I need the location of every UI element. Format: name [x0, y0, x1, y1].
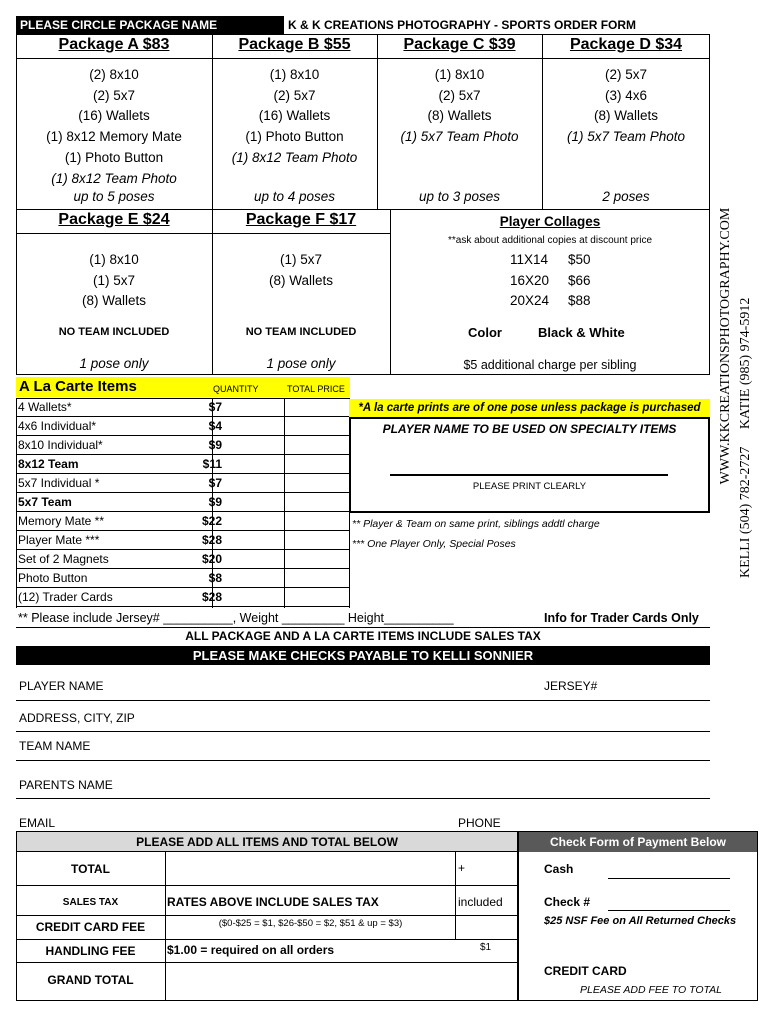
- payment-header: Check Form of Payment Below: [519, 832, 757, 852]
- handling-note: $1.00 = required on all orders: [167, 943, 335, 957]
- item-price: $8: [208, 571, 222, 585]
- alacarte-row[interactable]: [16, 474, 350, 493]
- package-item: (8) Wallets: [427, 108, 492, 124]
- alacarte-row[interactable]: [16, 417, 350, 436]
- alacarte-row[interactable]: [16, 436, 350, 455]
- item-name: 4 Wallets*: [18, 400, 72, 414]
- package-title[interactable]: Package C $39: [403, 36, 516, 53]
- jersey-label: JERSEY#: [544, 679, 598, 693]
- package-item: (8) Wallets: [593, 108, 658, 124]
- collage-price: $50: [568, 252, 591, 267]
- alacarte-row[interactable]: [16, 588, 350, 607]
- item-price: $9: [208, 438, 222, 452]
- package-item: (8) Wallets: [81, 293, 146, 309]
- item-name: 4x6 Individual*: [18, 419, 97, 433]
- item-name: 8x10 Individual*: [18, 438, 103, 452]
- package-title[interactable]: Package A $83: [58, 36, 170, 53]
- phone-label: PHONE: [458, 816, 501, 830]
- package-item: (1) 8x12 Memory Mate: [46, 129, 182, 145]
- collages-note: **ask about additional copies at discount price: [447, 235, 653, 246]
- total-price-header: TOTAL PRICE: [287, 384, 345, 394]
- poses-note: 1 pose only: [79, 356, 149, 371]
- note-player-team: ** Player & Team on same print, siblings addtl charge: [352, 518, 600, 530]
- poses-note: 1 pose only: [266, 356, 336, 371]
- player-name-label: PLAYER NAME: [19, 679, 104, 693]
- item-name: 5x7 Individual *: [18, 476, 100, 490]
- checks-payable: PLEASE MAKE CHECKS PAYABLE TO KELLI SONNIER: [16, 646, 710, 665]
- item-price: $22: [201, 514, 222, 528]
- item-price: $7: [208, 400, 222, 414]
- item-name: Memory Mate **: [18, 514, 105, 528]
- team-line[interactable]: [16, 760, 710, 761]
- package-item: (1) 5x7: [279, 252, 323, 267]
- package-item: (16) Wallets: [258, 108, 331, 124]
- item-price: $7: [208, 476, 222, 490]
- package-item: (1) 8x12 Team Photo: [51, 170, 177, 186]
- alacarte-row[interactable]: [16, 493, 350, 512]
- note-one-player: *** One Player Only, Special Poses: [352, 538, 516, 550]
- collage-size[interactable]: 16X20: [510, 272, 550, 288]
- player-name-title: PLAYER NAME TO BE USED ON SPECIALTY ITEMS: [382, 422, 677, 436]
- handling-label: HANDLING FEE: [45, 944, 136, 958]
- collage-price: $66: [568, 272, 591, 288]
- package-item: (2) 5x7: [273, 87, 316, 103]
- print-clearly: PLEASE PRINT CLEARLY: [472, 481, 587, 492]
- package-item: (1) Photo Button: [245, 129, 344, 145]
- total-label: TOTAL: [71, 862, 110, 876]
- package-item: (1) 8x10: [269, 67, 320, 82]
- grand-total-label: GRAND TOTAL: [47, 973, 134, 987]
- poses-note: 2 poses: [602, 189, 650, 204]
- player-name-line[interactable]: [16, 700, 710, 701]
- check-line[interactable]: [608, 910, 730, 911]
- rates-note: RATES ABOVE INCLUDE SALES TAX: [167, 895, 379, 909]
- package-item: (2) 8x10: [89, 67, 139, 82]
- email-label: EMAIL: [19, 816, 56, 830]
- package-item: (1) 8x12 Team Photo: [231, 149, 358, 165]
- package-title[interactable]: Package B $55: [238, 36, 351, 53]
- package-item: (2) 5x7: [604, 67, 648, 82]
- item-name: Player Mate ***: [18, 533, 100, 547]
- included-text: included: [458, 895, 503, 909]
- package-title[interactable]: Package D $34: [569, 36, 683, 53]
- collages-title: Player Collages: [499, 214, 601, 229]
- address-label: ADDRESS, CITY, ZIP: [19, 711, 135, 725]
- sales-tax-label: SALES TAX: [62, 897, 119, 908]
- package-title[interactable]: Package E $24: [58, 211, 170, 228]
- package-item: (1) 5x7 Team Photo: [566, 129, 686, 145]
- quantity-header: QUANTITY: [213, 384, 259, 394]
- package-title[interactable]: Package F $17: [245, 211, 357, 228]
- package-item: (3) 4x6: [604, 87, 648, 103]
- pose-note: *A la carte prints are of one pose unless package is purchased: [349, 399, 710, 417]
- form-title: K & K CREATIONS PHOTOGRAPHY - SPORTS ORDER FORM: [288, 18, 637, 32]
- cash-option[interactable]: Cash: [544, 862, 574, 876]
- team-label: TEAM NAME: [19, 739, 91, 753]
- alacarte-row[interactable]: [16, 455, 350, 474]
- poses-note: up to 5 poses: [73, 189, 155, 204]
- credit-card-option[interactable]: CREDIT CARD: [544, 964, 627, 978]
- website-text: WWW.KKCREATIONSPHOTOGRAPHY.COM: [718, 207, 733, 485]
- item-price: $11: [202, 457, 222, 471]
- collage-size[interactable]: 20X24: [510, 293, 550, 309]
- package-item: (8) Wallets: [268, 272, 333, 288]
- item-price: $9: [208, 495, 222, 509]
- no-team-note: NO TEAM INCLUDED: [58, 326, 170, 338]
- bw-option[interactable]: Black & White: [538, 325, 625, 340]
- parents-label: PARENTS NAME: [19, 778, 113, 792]
- item-name: Photo Button: [18, 571, 88, 585]
- alacarte-title: A La Carte Items: [16, 377, 350, 397]
- cash-line[interactable]: [608, 878, 730, 879]
- item-price: $20: [201, 552, 222, 566]
- item-name: 5x7 Team: [18, 495, 72, 509]
- collage-size[interactable]: 11X14: [510, 252, 549, 267]
- package-item: (16) Wallets: [78, 108, 150, 124]
- alacarte-row[interactable]: [16, 398, 350, 417]
- item-name: Set of 2 Magnets: [18, 552, 109, 566]
- alacarte-row[interactable]: [16, 512, 350, 531]
- package-item: (1) Photo Button: [64, 149, 164, 165]
- package-item: (2) 5x7: [92, 87, 136, 103]
- package-item: (1) 5x7 Team Photo: [400, 129, 519, 145]
- item-price: $4: [208, 419, 222, 433]
- alacarte-row[interactable]: [16, 550, 350, 569]
- item-price: $28: [201, 533, 222, 547]
- check-option[interactable]: Check #: [544, 895, 591, 909]
- poses-note: up to 3 poses: [418, 189, 501, 204]
- tax-line: ALL PACKAGE AND A LA CARTE ITEMS INCLUDE SALES TAX: [185, 629, 541, 643]
- alacarte-row[interactable]: [16, 569, 350, 588]
- cc-rates: ($0-$25 = $1, $26-$50 = $2, $51 & up = $3): [218, 918, 403, 929]
- no-team-note: NO TEAM INCLUDED: [245, 326, 357, 338]
- color-option[interactable]: Color: [468, 325, 502, 340]
- parents-line[interactable]: [16, 798, 710, 799]
- poses-note: up to 4 poses: [253, 189, 336, 204]
- item-name: (12) Trader Cards: [18, 590, 113, 604]
- totals-header: PLEASE ADD ALL ITEMS AND TOTAL BELOW: [17, 832, 517, 852]
- package-item: (1) 8x10: [89, 252, 139, 267]
- total-input[interactable]: [166, 853, 455, 885]
- address-line[interactable]: [16, 731, 710, 732]
- plus-sign: +: [458, 861, 466, 875]
- nsf-note: $25 NSF Fee on All Returned Checks: [544, 915, 737, 927]
- package-item: (1) 5x7: [92, 272, 136, 288]
- item-price: $28: [201, 590, 222, 604]
- phones-text: KELLI (504) 782-2727 KATIE (985) 974-5912: [738, 297, 753, 578]
- item-name: 8x12 Team: [18, 457, 79, 471]
- circle-package-label: PLEASE CIRCLE PACKAGE NAME: [16, 16, 284, 34]
- cc-fee-label: CREDIT CARD FEE: [35, 920, 146, 934]
- trader-info: Info for Trader Cards Only: [544, 611, 699, 625]
- alacarte-row[interactable]: [16, 531, 350, 550]
- package-item: (2) 5x7: [438, 87, 481, 103]
- handling-amount: $1: [480, 942, 492, 953]
- grand-total-input[interactable]: [166, 963, 517, 1000]
- jersey-weight-height-line[interactable]: ** Please include Jersey# __________, Weight _________ Height__________: [18, 611, 454, 625]
- collage-price: $88: [568, 293, 591, 309]
- cc-note: PLEASE ADD FEE TO TOTAL: [580, 984, 722, 996]
- package-item: (1) 8x10: [434, 67, 485, 82]
- sibling-charge: $5 additional charge per sibling: [463, 358, 637, 372]
